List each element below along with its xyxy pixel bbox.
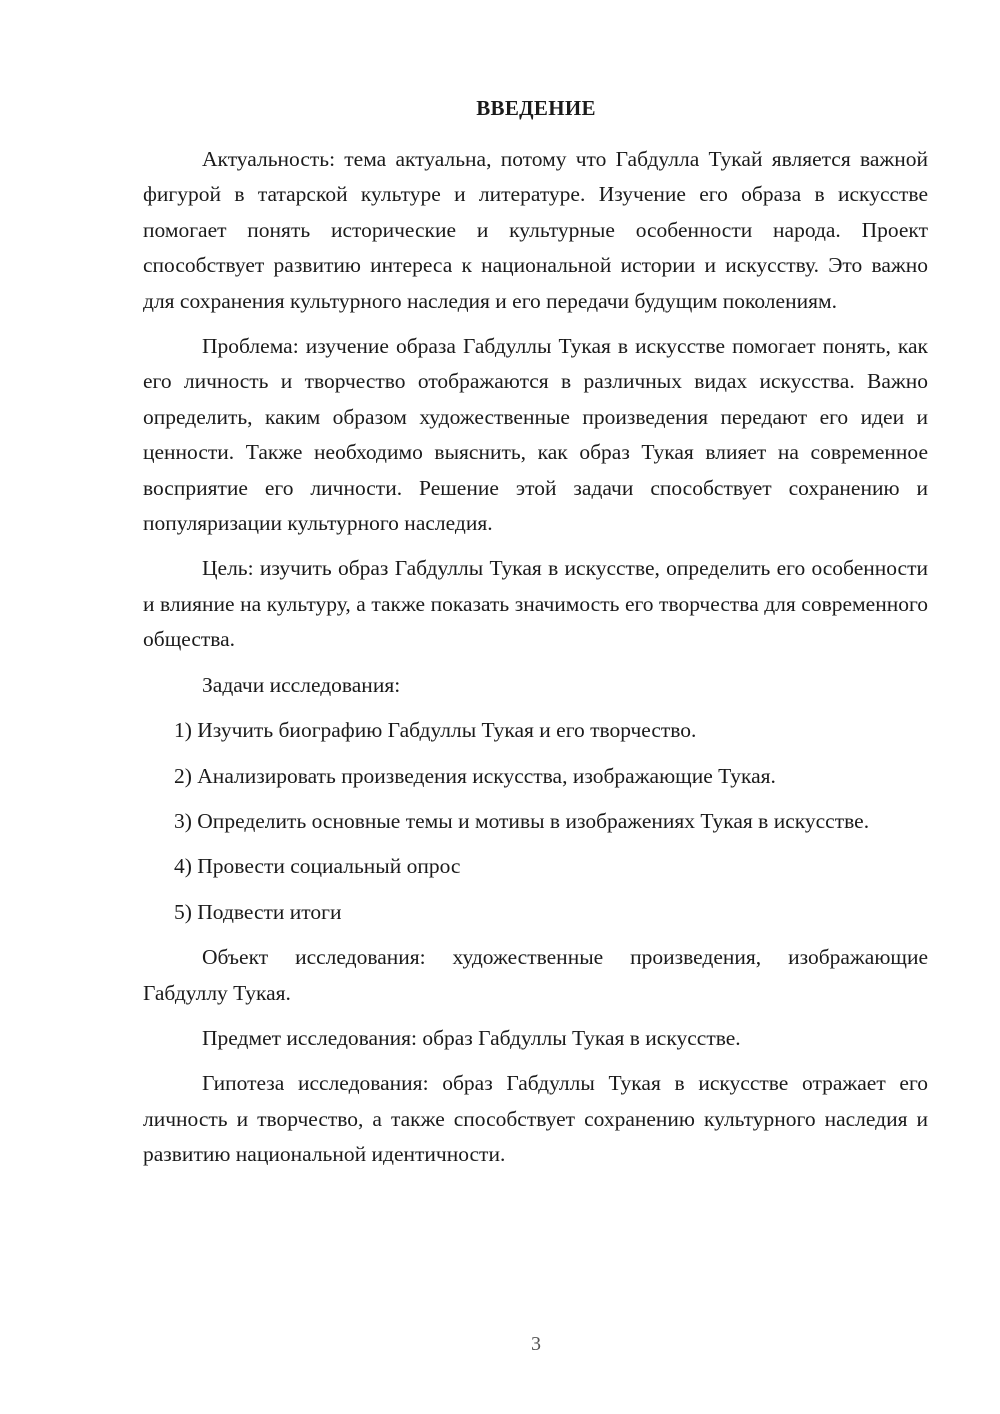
task-item-4: 4) Провести социальный опрос bbox=[174, 854, 461, 879]
task-item-3: 3) Определить основные темы и мотивы в изображениях Тукая в искусстве. bbox=[174, 808, 870, 833]
hypothesis-paragraph: Гипотеза исследования: образ Габдуллы Тукая в искусстве отражает его личность и творчество, а также способствует сохранению культурного наследия и развитию национальной идентичности. bbox=[143, 1071, 928, 1167]
task-item-5: 5) Подвести итоги bbox=[174, 899, 342, 924]
relevance-paragraph: Актуальность: тема актуальна, потому что Габдулла Тукай является важной фигурой в татарской культуре и литературе. Изучение его образа в искусстве помогает понять исторические и культурные особенности народа. Проект способствует развитию интереса к национальной истории и искусству. Это важно для сохранения культурного наследия и его передачи будущим поколениям. bbox=[143, 147, 928, 313]
problem-paragraph: Проблема: изучение образа Габдуллы Тукая в искусстве помогает понять, как его личность и творчество отображаются в различных видах искусства. Важно определить, каким образом художественные произведения передают его идеи и ценности. Также необходимо выяснить, как образ Тукая влияет на современное восприятие его личности. Решение этой задачи способствует сохранению и популяризации культурного наследия. bbox=[143, 334, 928, 536]
goal-paragraph: Цель: изучить образ Габдуллы Тукая в искусстве, определить его особенности и влияние на культуру, а также показать значимость его творчества для современного общества. bbox=[143, 556, 928, 652]
page-number: 3 bbox=[531, 1333, 541, 1355]
document-body bbox=[143, 142, 928, 1183]
task-item-2: 2) Анализировать произведения искусства, изображающие Тукая. bbox=[174, 763, 776, 788]
object-paragraph: Объект исследования: художественные произведения, изображающие Габдуллу Тукая. bbox=[143, 945, 928, 1005]
page-title: ВВЕДЕНИЕ bbox=[476, 96, 596, 120]
subject-paragraph: Предмет исследования: образ Габдуллы Тукая в искусстве. bbox=[202, 1025, 741, 1050]
task-item-1: 1) Изучить биографию Габдуллы Тукая и его творчество. bbox=[174, 718, 697, 743]
tasks-heading: Задачи исследования: bbox=[202, 672, 401, 697]
